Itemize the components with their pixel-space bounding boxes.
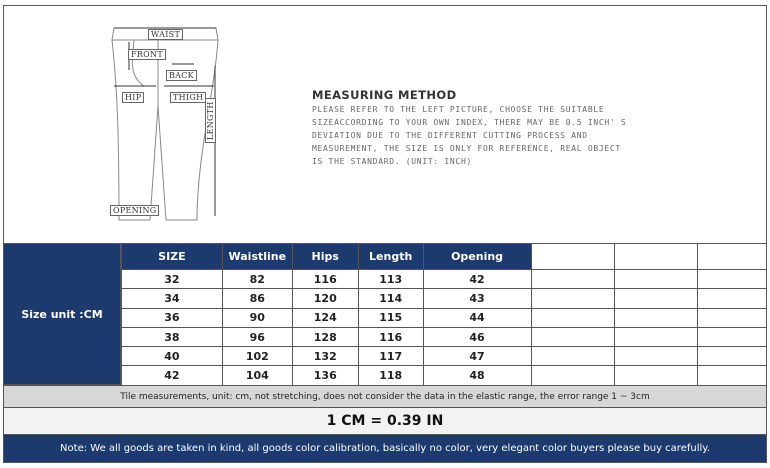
- footer-note-text: Note: We all goods are taken in kind, all goods color calibration, basically no color, very elegant color buyers please buy carefully.: [60, 443, 710, 454]
- length-cell: 114: [358, 289, 423, 308]
- back-label: BACK: [166, 70, 197, 81]
- empty-cell: [615, 366, 698, 385]
- size-unit-label: Size unit :CM: [3, 243, 121, 385]
- length-cell: 117: [358, 347, 423, 366]
- hips-cell: 124: [292, 308, 358, 327]
- table-row: [122, 289, 767, 308]
- tile-measurement-note: [3, 385, 767, 408]
- empty-cell: [531, 327, 615, 346]
- size-cell: 36: [122, 308, 223, 327]
- table-row: [122, 366, 767, 385]
- waistline-cell: 96: [222, 327, 292, 346]
- measuring-line: IS THE STANDARD. (UNIT: INCH): [312, 157, 472, 166]
- empty-cell: [615, 327, 698, 346]
- hips-cell: 116: [292, 270, 358, 289]
- length-cell: 116: [358, 327, 423, 346]
- empty-header-cell: [615, 244, 698, 270]
- measuring-section: [3, 5, 767, 243]
- empty-cell: [698, 270, 767, 289]
- table-row: [122, 347, 767, 366]
- empty-cell: [698, 327, 767, 346]
- empty-cell: [615, 347, 698, 366]
- length-label: LENGTH: [205, 98, 216, 143]
- measuring-line: SIZEACCORDING TO YOUR OWN INDEX, THERE MAY BE 0.5 INCH' S: [312, 118, 627, 127]
- empty-cell: [531, 289, 615, 308]
- measuring-line: DEVIATION DUE TO THE DIFFERENT CUTTING PROCESS AND: [312, 131, 588, 140]
- hips-cell: 132: [292, 347, 358, 366]
- measuring-line: PLEASE REFER TO THE LEFT PICTURE, CHOOSE THE SUITABLE: [312, 105, 605, 114]
- empty-cell: [531, 366, 615, 385]
- opening-cell: 46: [423, 327, 531, 346]
- length-cell: 115: [358, 308, 423, 327]
- header-waistline: Waistline: [222, 244, 292, 270]
- length-cell: 113: [358, 270, 423, 289]
- tile-note-text: Tile measurements, unit: cm, not stretching, does not consider the data in the elastic range, the error range 1 ~ 3cm: [120, 391, 650, 402]
- measuring-line: MEASUREMENT, THE SIZE IS ONLY FOR REFERENCE, REAL OBJECT: [312, 144, 621, 153]
- size-table: [121, 243, 767, 386]
- empty-cell: [698, 347, 767, 366]
- empty-cell: [698, 366, 767, 385]
- table-row: [122, 270, 767, 289]
- waistline-cell: 102: [222, 347, 292, 366]
- table-row: [122, 308, 767, 327]
- conversion-text: 1 CM = 0.39 IN: [326, 413, 444, 429]
- length-cell: 118: [358, 366, 423, 385]
- opening-cell: 48: [423, 366, 531, 385]
- table-row: [122, 327, 767, 346]
- waistline-cell: 90: [222, 308, 292, 327]
- front-label: FRONT: [128, 49, 166, 60]
- opening-label: OPENING: [110, 205, 159, 216]
- size-table-section: [3, 243, 767, 385]
- opening-cell: 42: [423, 270, 531, 289]
- empty-cell: [615, 270, 698, 289]
- opening-cell: 43: [423, 289, 531, 308]
- waistline-cell: 86: [222, 289, 292, 308]
- header-hips: Hips: [292, 244, 358, 270]
- hip-label: HIP: [122, 92, 144, 103]
- empty-header-cell: [698, 244, 767, 270]
- unit-conversion-bar: [3, 408, 767, 435]
- size-cell: 42: [122, 366, 223, 385]
- empty-cell: [615, 308, 698, 327]
- thigh-label: THIGH: [170, 92, 206, 103]
- empty-cell: [698, 308, 767, 327]
- waistline-cell: 104: [222, 366, 292, 385]
- empty-cell: [615, 289, 698, 308]
- header-opening: Opening: [423, 244, 531, 270]
- waistline-cell: 82: [222, 270, 292, 289]
- size-cell: 38: [122, 327, 223, 346]
- size-cell: 34: [122, 289, 223, 308]
- footer-note-bar: [3, 435, 767, 463]
- empty-cell: [531, 347, 615, 366]
- measuring-method-title: MEASURING METHOD: [312, 88, 457, 102]
- empty-cell: [531, 270, 615, 289]
- opening-cell: 47: [423, 347, 531, 366]
- size-cell: 40: [122, 347, 223, 366]
- empty-cell: [698, 289, 767, 308]
- hips-cell: 120: [292, 289, 358, 308]
- hips-cell: 136: [292, 366, 358, 385]
- header-size: SIZE: [122, 244, 223, 270]
- empty-header-cell: [531, 244, 615, 270]
- waist-label: WAIST: [148, 29, 183, 40]
- opening-cell: 44: [423, 308, 531, 327]
- hips-cell: 128: [292, 327, 358, 346]
- header-length: Length: [358, 244, 423, 270]
- empty-cell: [531, 308, 615, 327]
- table-header-row: [122, 244, 767, 270]
- size-cell: 32: [122, 270, 223, 289]
